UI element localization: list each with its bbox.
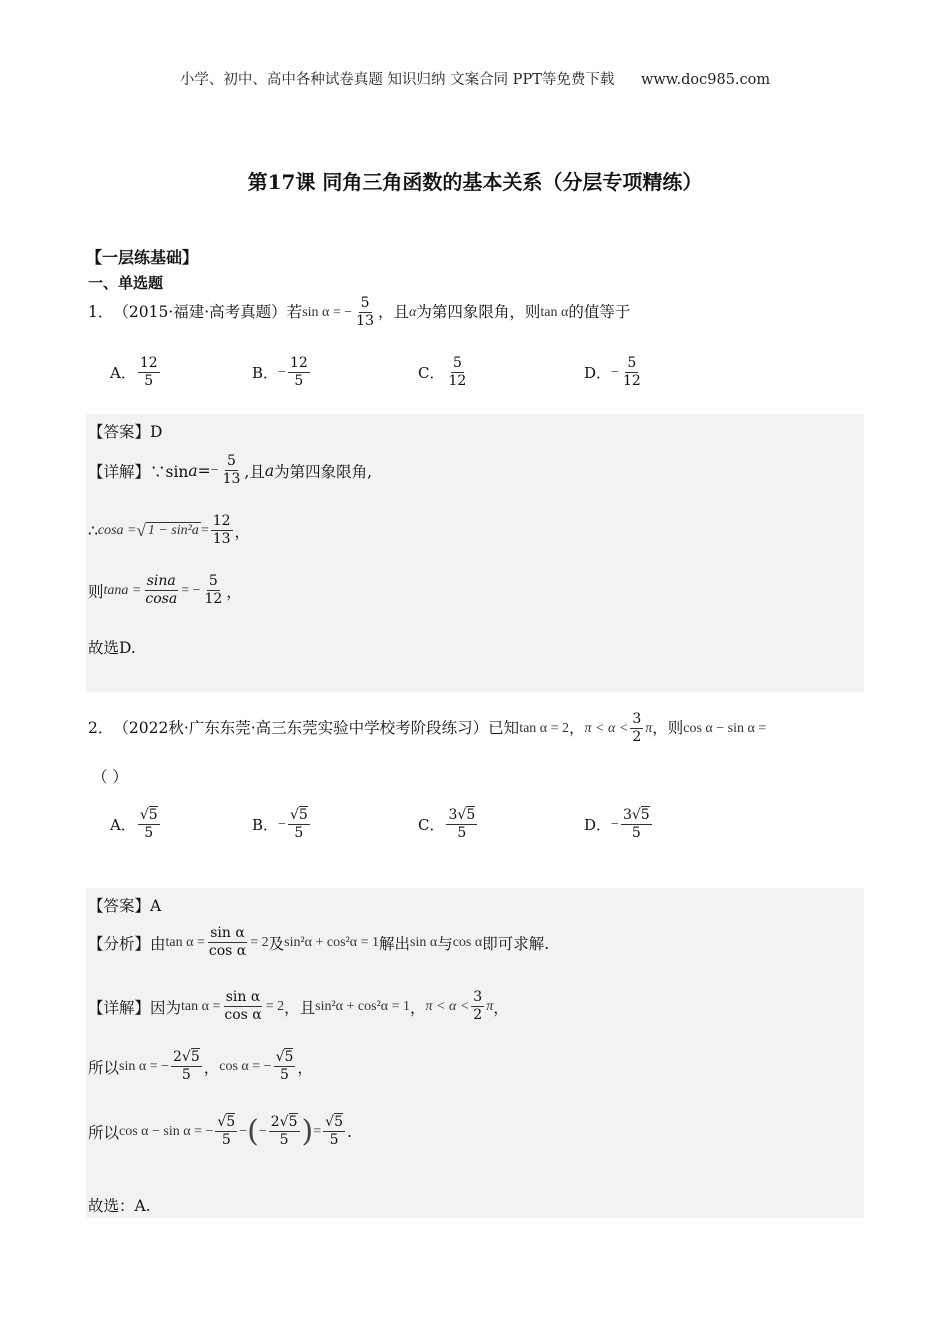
text: 的值等于 — [568, 303, 631, 322]
math-tan: tan α — [540, 304, 569, 320]
answer-line: 【答案】D — [88, 423, 163, 441]
result-line: 所以 cos α − sin α = − $\frac{√5}{5}$ − ( − $\frac{2√5}{5}$ ) = $\frac{√5}{5}$ . — [88, 1113, 352, 1149]
option-b[interactable]: B． − $\frac{√5}{5}$ — [252, 807, 308, 842]
text: 为第四象限角，则 — [416, 303, 541, 322]
question-source: （2022秋·广东东莞·高三东莞实验中学校考阶段练习）已知 — [113, 719, 520, 738]
question-1 — [88, 296, 630, 330]
answer-paren: （ ） — [92, 768, 128, 786]
cos-line: ∴ cosa = √ 1 − sin²a = $\frac{12}{13}$ ， — [88, 513, 251, 548]
answer-line: 【答案】A — [88, 897, 162, 915]
question-number: 2． — [88, 719, 114, 738]
option-d[interactable]: D． − $\frac{3√5}{5}$ — [584, 807, 650, 842]
option-c[interactable]: C． $\frac{5}{12}$ — [418, 355, 467, 390]
choose-line: 故选：A. — [88, 1197, 151, 1215]
fraction: $\frac{5}{13}$ — [356, 295, 374, 330]
math-alpha: α — [409, 304, 417, 320]
option-d[interactable]: D． − $\frac{5}{12}$ — [584, 355, 641, 390]
section-label: 【一层练基础】 — [86, 248, 199, 267]
tan-line: 则 tana = $\frac{\sin a}{\cos a}$ = − $\frac{5}{12}$ ， — [88, 573, 242, 608]
option-b[interactable]: B． − $\frac{12}{5}$ — [252, 355, 308, 390]
option-a[interactable]: A． $\frac{√5}{5}$ — [110, 807, 158, 842]
detail-line: 【详解】∵sin a = − $\frac{5}{13}$ ,且 a 为第四象限角, — [88, 453, 373, 488]
sqrt: √ 1 − sin²a — [136, 520, 199, 540]
header-text: 小学、初中、高中各种试卷真题 知识归纳 文案合同 PPT等免费下载 — [179, 72, 615, 88]
section-subtitle: 一、单选题 — [88, 274, 164, 292]
math-sin: sin α = − — [302, 304, 353, 320]
detail-line: 【详解】因为 tan α = $\frac{\text{sin α}}{\text{cos α}}$ = 2 ，且 sin²α + cos²α = 1 ， π < α < $\frac{3}{2}$ π ， — [88, 989, 509, 1024]
answer-box-2 — [86, 888, 864, 1218]
question-number: 1． — [88, 303, 114, 322]
analysis-line: 【分析】由 tan α = $\frac{\text{sin α}}{\text{cos α}}$ = 2 及 sin²α + cos²α = 1 解出 sin α 与 cos α 即可求解. — [88, 925, 550, 960]
option-c[interactable]: C． $\frac{3√5}{5}$ — [418, 807, 476, 842]
answer-box-1 — [86, 414, 864, 692]
sin-cos-values-line: 所以 sin α = − $\frac{2√5}{5}$ ， cos α = − $\frac{√5}{5}$ ， — [88, 1049, 313, 1084]
option-a[interactable]: A． $\frac{12}{5}$ — [110, 355, 158, 390]
page-title: 第17课 同角三角函数的基本关系（分层专项精练） — [247, 170, 703, 194]
question-2: 2． （2022秋·广东东莞·高三东莞实验中学校考阶段练习）已知 tan α = 2 ， π < α < $\frac{3}{2}$ π ，则 cos α − sin α = — [88, 711, 767, 746]
text: ，且 — [377, 303, 409, 322]
header-url[interactable]: www.doc985.com — [640, 72, 771, 88]
question-source: （2015·福建·高考真题）若 — [113, 303, 303, 322]
choose-line: 故选D. — [88, 639, 136, 657]
page-header — [0, 68, 950, 89]
